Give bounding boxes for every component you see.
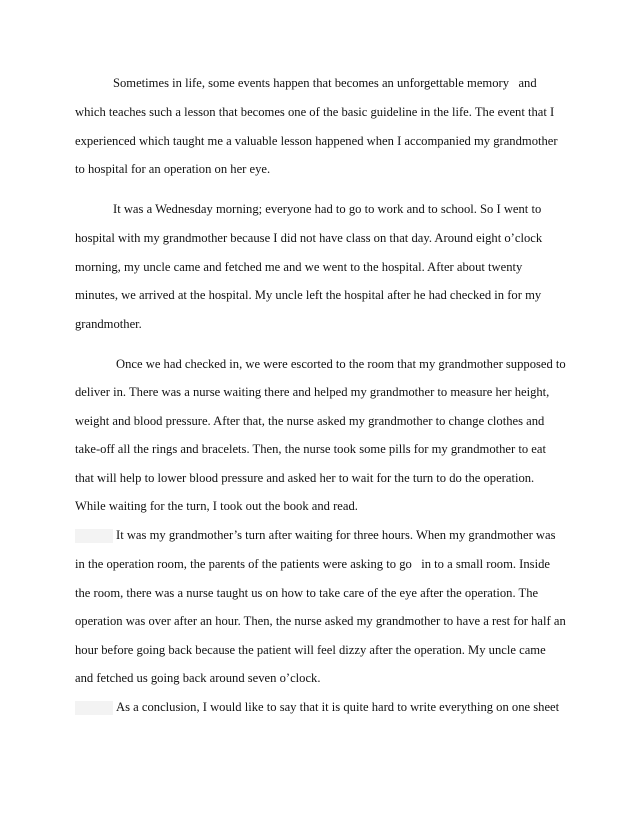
paragraph-4-line-4: operation was over after an hour. Then, the nurse asked my grandmother to have a rest for half an [75, 614, 566, 628]
paragraph-3-line-4: take-off all the rings and bracelets. Then, the nurse took some pills for my grandmother to eat [75, 442, 546, 456]
paragraph-4-line-2: in the operation room, the parents of the patients were asking to go in to a small room. Inside [75, 557, 550, 571]
paragraph-2-line-3: morning, my uncle came and fetched me and we went to the hospital. After about twenty [75, 260, 523, 274]
paragraph-1-line-4: to hospital for an operation on her eye. [75, 162, 271, 176]
indent-shading [75, 529, 113, 543]
paragraph-3-line-1: Once we had checked in, we were escorted to the room that my grandmother supposed to [116, 357, 566, 371]
paragraph-5-line-1: As a conclusion, I would like to say that it is quite hard to write everything on one sheet [116, 700, 560, 714]
paragraph-3-line-2: deliver in. There was a nurse waiting there and helped my grandmother to measure her height, [75, 385, 550, 399]
paragraph-2-line-1: It was a Wednesday morning; everyone had to go to work and to school. So I went to [113, 202, 542, 216]
paragraph-3-line-3: weight and blood pressure. After that, the nurse asked my grandmother to change clothes and [75, 414, 545, 428]
paragraph-1-line-1: Sometimes in life, some events happen that becomes an unforgettable memory and [113, 76, 537, 90]
paragraph-4-line-6: and fetched us going back around seven o’clock. [75, 671, 321, 685]
paragraph-4-line-3: the room, there was a nurse taught us on how to take care of the eye after the operation. The [75, 586, 539, 600]
paragraph-4-line-5: hour before going back because the patient will feel dizzy after the operation. My uncle came [75, 643, 546, 657]
paragraph-3-line-6: While waiting for the turn, I took out the book and read. [75, 499, 358, 513]
paragraph-1-line-3: experienced which taught me a valuable lesson happened when I accompanied my grandmother [75, 134, 558, 148]
paragraph-4-line-1: It was my grandmother’s turn after waiting for three hours. When my grandmother was [116, 528, 556, 542]
paragraph-2-line-2: hospital with my grandmother because I did not have class on that day. Around eight o’clock [75, 231, 543, 245]
paragraph-1-line-2: which teaches such a lesson that becomes one of the basic guideline in the life. The event that I [75, 105, 555, 119]
paragraph-2-line-5: grandmother. [75, 317, 142, 331]
paragraph-2-line-4: minutes, we arrived at the hospital. My uncle left the hospital after he had checked in for my [75, 288, 542, 302]
indent-shading [75, 701, 113, 715]
paragraph-3-line-5: that will help to lower blood pressure and asked her to wait for the turn to do the operation. [75, 471, 535, 485]
